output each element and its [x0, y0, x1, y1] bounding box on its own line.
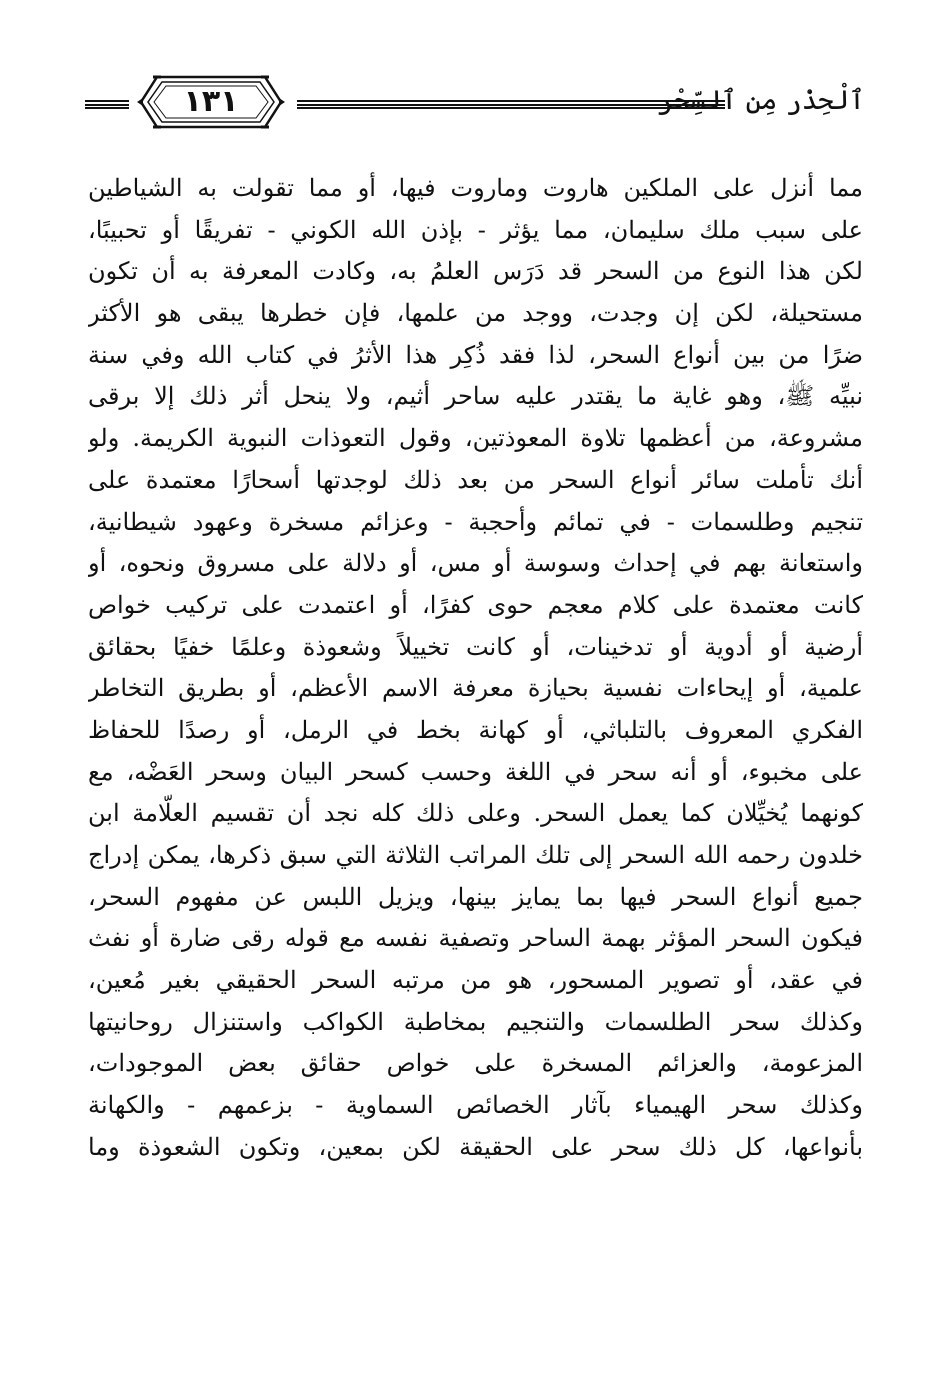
- text-line: تنجيم وطلسمات - في تمائم وأحجبة - وعزائم مسخرة وعهود شيطانية،: [88, 507, 863, 536]
- page-number-frame: [135, 73, 287, 131]
- text-line: الفكري المعروف بالتلباثي، أو كهانة بخط في الرمل، أو رصدًا للحفاظ: [88, 715, 863, 744]
- text-line: نبيِّه ﷺ، وهو غاية ما يقتدر عليه ساحر أثيم، ولا ينحل أثر ذلك إلا برقى: [88, 382, 863, 411]
- text-line: ضرًا من بين أنواع السحر، لذا فقد ذُكِر هذا الأثرُ في كتاب الله وفي سنة: [88, 340, 863, 369]
- text-line: بأنواعها، كل ذلك سحر على الحقيقة لكن بمعين، وتكون الشعوذة وما: [88, 1132, 863, 1161]
- text-line: علمية، أو إيحاءات نفسية بحيازة معرفة الاسم الأعظم، أو بطريق التخاطر: [88, 674, 863, 703]
- text-line: جميع أنواع السحر فيها بما يمايز بينها، ويزيل اللبس عن مفهوم السحر،: [88, 882, 863, 911]
- text-line: كونهما يُخيِّلان كما يعمل السحر. وعلى ذلك كله نجد أن تقسيم العلّامة ابن: [88, 799, 863, 828]
- text-line: كانت معتمدة على كلام معجم حوى كفرًا، أو اعتمدت على تركيب خواص: [88, 590, 863, 619]
- text-line: خلدون رحمه الله السحر إلى تلك المراتب الثلاثة التي سبق ذكرها، يمكن إدراج: [88, 841, 863, 869]
- text-line: أنك تأملت سائر أنواع السحر من بعد ذلك لوجدتها أسحارًا معتمدة على: [88, 465, 863, 494]
- page-header: [85, 70, 865, 130]
- text-line: المزعومة، والعزائم المسخرة على خواص حقائق بعض الموجودات،: [88, 1049, 863, 1078]
- text-line: مما أنزل على الملكين هاروت وماروت فيها، أو مما تقولت به الشياطين: [88, 174, 863, 202]
- text-line: في عقد، أو تصوير المسحور، هو من مرتبه السحر الحقيقي بغير مُعين،: [88, 966, 863, 995]
- text-line: وكذلك سحر الهيمياء بآثار الخصائص السماوية - بزعمهم - والكهانة: [88, 1091, 863, 1120]
- page-number: ١٣١: [183, 84, 239, 119]
- body-text: [88, 168, 863, 1169]
- text-line: مستحيلة، لكن إن وجدت، ووجد من علمها، فإن خطرها يبقى هو الأكثر: [88, 299, 863, 328]
- text-line: أرضية أو أدوية أو تدخينات، أو كانت تخييلاً وشعوذة وعلمًا خفيًا بحقائق: [88, 632, 863, 661]
- text-line: على سبب ملك سليمان، مما يؤثر - بإذن الله الكوني - تفريقًا أو تحبيبًا،: [88, 215, 863, 244]
- book-title: ٱلْحِذْر مِن ٱلسِّحْر: [657, 85, 865, 116]
- text-line: فيكون السحر المؤثر بهمة الساحر وتصفية نفسه مع قوله رقى ضارة أو نفث: [88, 924, 863, 953]
- header-rule-left-center: [85, 104, 129, 106]
- text-line: على مخبوء، أو أنه سحر في اللغة وحسب كسحر البيان وسحر العَضْه، مع: [88, 757, 863, 786]
- text-line: لكن هذا النوع من السحر قد دَرَس العلمُ به، وكادت المعرفة به أن تكون: [88, 257, 863, 286]
- text-line: وكذلك سحر الطلسمات والتنجيم بمخاطبة الكواكب واستنزال روحانيتها: [88, 1007, 863, 1036]
- text-line: مشروعة، من أعظمها تلاوة المعوذتين، وقول التعوذات النبوية الكريمة. ولو: [88, 424, 863, 453]
- text-line: واستعانة بهم في إحداث وسوسة أو مس، أو دلالة على مسروق ونحوه، أو: [88, 549, 863, 578]
